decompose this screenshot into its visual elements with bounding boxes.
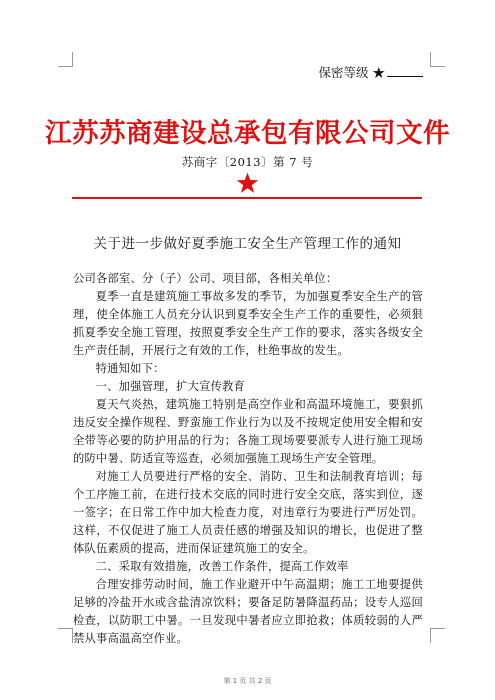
body-paragraph: 特通知如下： — [95, 362, 165, 375]
secret-level — [319, 63, 423, 81]
document-number: 苏商字〔2013〕第 7 号 — [181, 155, 314, 169]
red-star-icon — [236, 172, 259, 194]
margin-mark-top-right — [430, 52, 445, 67]
margin-mark-bottom-left — [58, 628, 73, 643]
margin-mark-bottom-right — [430, 628, 445, 643]
star-shape — [237, 172, 258, 192]
red-star-svg — [236, 172, 259, 194]
red-header-rule — [72, 197, 422, 199]
body-paragraph: 夏季一直是建筑施工事故多发的季节，为加强夏季安全生产的管理，使全体施工人员充分认识到夏季安全生产工作的重要性，必须狠抓夏季安全施工管理，按照夏季安全生产工作的要求，落实各级安全生产责任制，开展行之有效的工作，杜绝事故的发生。 — [73, 290, 423, 357]
document-body — [73, 270, 423, 648]
body-salutation: 公司各部室、分（子）公司、项目部，各相关单位： — [73, 272, 338, 285]
secret-level-blank — [387, 64, 423, 77]
notice-title: 关于进一步做好夏季施工安全生产管理工作的通知 — [93, 236, 402, 252]
page-footer: 第 1 页 共 2 页 — [223, 677, 272, 685]
company-title: 江苏苏商建设总承包有限公司文件 — [45, 118, 450, 149]
secret-level-label: 保密等级 ★ — [318, 65, 385, 80]
body-paragraph: 对施工人员要进行严格的安全、消防、卫生和法制教育培训；每个工序施工前，在进行技术交底的同时进行安全交底，落实到位，逐一签字；在日常工作中加大检查力度，对违章行为要进行严厉处罚。这样，不仅促进了施工人员责任感的增强及知识的增长，也促进了整体队伍素质的提高，进而保证建筑施工的安全。 — [73, 470, 423, 555]
section-heading: 二、采取有效措施，改善工作条件，提高工作效率 — [95, 560, 349, 573]
margin-mark-top-left — [58, 52, 73, 67]
body-paragraph: 夏天气炎热，建筑施工特别是高空作业和高温环境施工，要狠抓违反安全操作规程、野蛮施工作业行为以及不按规定使用安全帽和安全带等必要的防护用品的行为；各施工现场要要派专人进行施工现场的防中暑、防适宣等巡查，必须加强施工现场生产安全管理。 — [73, 398, 423, 465]
body-paragraph: 合理安排劳动时间，施工作业避开中午高温期；施工工地要提供足够的冷盐开水或含盐清凉饮料；要备足防暑降温药品；设专人巡回检查，以防职工中暑。一旦发现中暑者应立即抢救；体质较弱的人严禁从事高温高空作业。 — [73, 578, 423, 645]
section-heading: 一、加强管理，扩大宣传教育 — [95, 380, 246, 393]
